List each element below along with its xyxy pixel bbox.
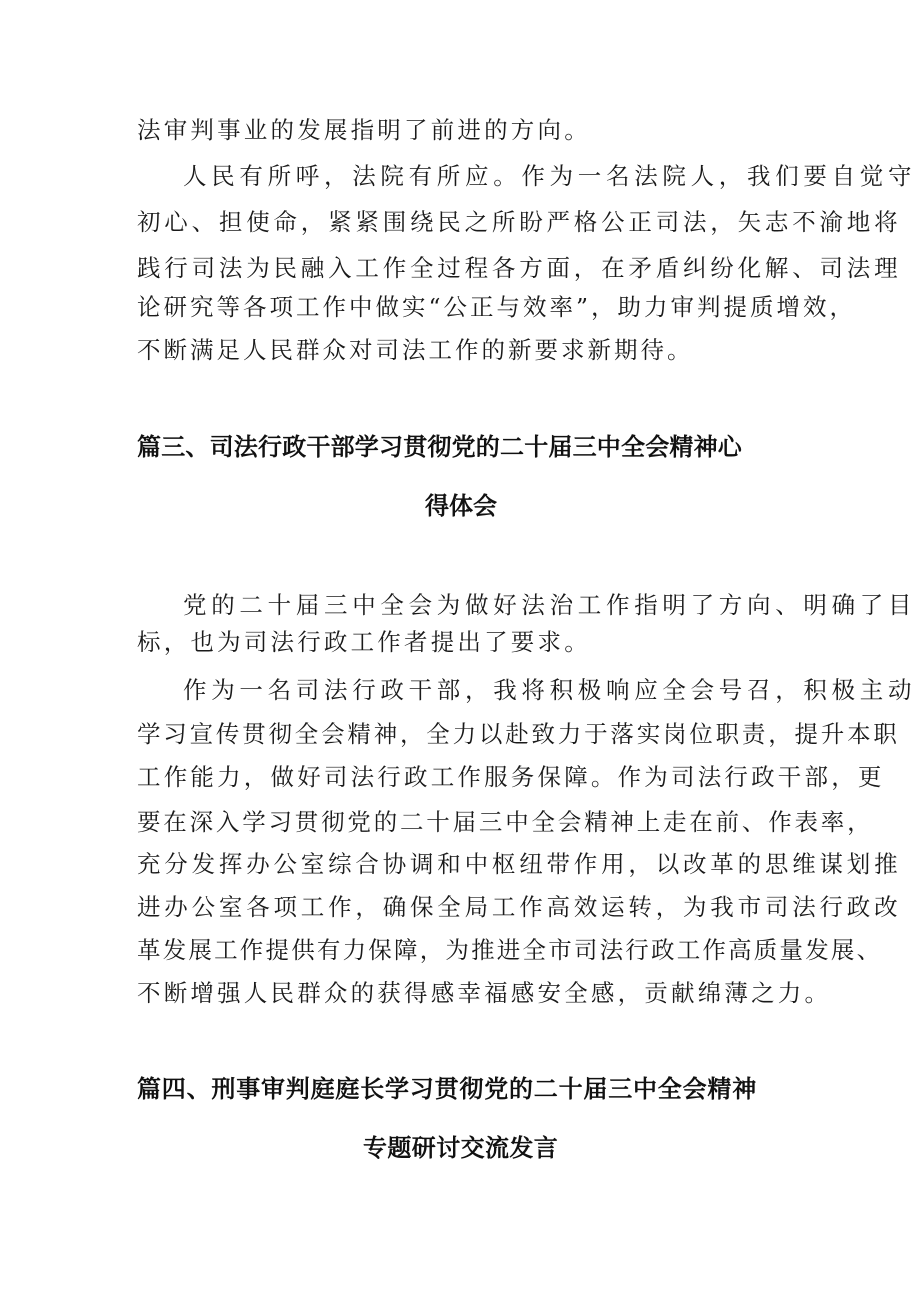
body-line: 要在深入学习贯彻党的二十届三中全会精神上走在前、作表率， <box>137 808 874 836</box>
body-line: 进办公室各项工作，确保全局工作高效运转，为我市司法行政改 <box>137 893 902 921</box>
body-line: 践行司法为民融入工作全过程各方面，在矛盾纠纷化解、司法理 <box>137 254 902 282</box>
body-line: 标，也为司法行政工作者提出了要求。 <box>137 628 591 656</box>
body-line: 革发展工作提供有力保障，为推进全市司法行政工作高质量发展、 <box>137 936 883 964</box>
body-line: 论研究等各项工作中做实“公正与效率”，助力审判提质增效， <box>137 293 857 321</box>
section-heading-4-line1: 篇四、刑事审判庭庭长学习贯彻党的二十届三中全会精神 <box>137 1075 757 1103</box>
body-line: 党的二十届三中全会为做好法治工作指明了方向、明确了目 <box>183 591 917 619</box>
body-line: 法审判事业的发展指明了前进的方向。 <box>137 116 591 144</box>
section-heading-4-line2: 专题研讨交流发言 <box>363 1134 559 1162</box>
body-line: 人民有所呼，法院有所应。作为一名法院人，我们要自觉守 <box>183 162 917 190</box>
section-heading-3-line1: 篇三、司法行政干部学习贯彻党的二十届三中全会精神心 <box>137 433 742 461</box>
body-line: 充分发挥办公室综合协调和中枢纽带作用，以改革的思维谋划推 <box>137 850 902 878</box>
body-line: 不断增强人民群众的获得感幸福感安全感，贡献绵薄之力。 <box>137 979 832 1007</box>
body-line: 作为一名司法行政干部，我将积极响应全会号召，积极主动 <box>183 676 917 704</box>
body-line: 学习宣传贯彻全会精神，全力以赴致力于落实岗位职责，提升本职 <box>137 720 900 748</box>
body-line: 不断满足人民群众对司法工作的新要求新期待。 <box>137 336 694 364</box>
section-heading-3-line2: 得体会 <box>425 492 497 520</box>
body-line: 初心、担使命，紧紧围绕民之所盼严格公正司法，矢志不渝地将 <box>137 208 902 236</box>
body-line: 工作能力，做好司法行政工作服务保障。作为司法行政干部，更 <box>137 763 885 791</box>
